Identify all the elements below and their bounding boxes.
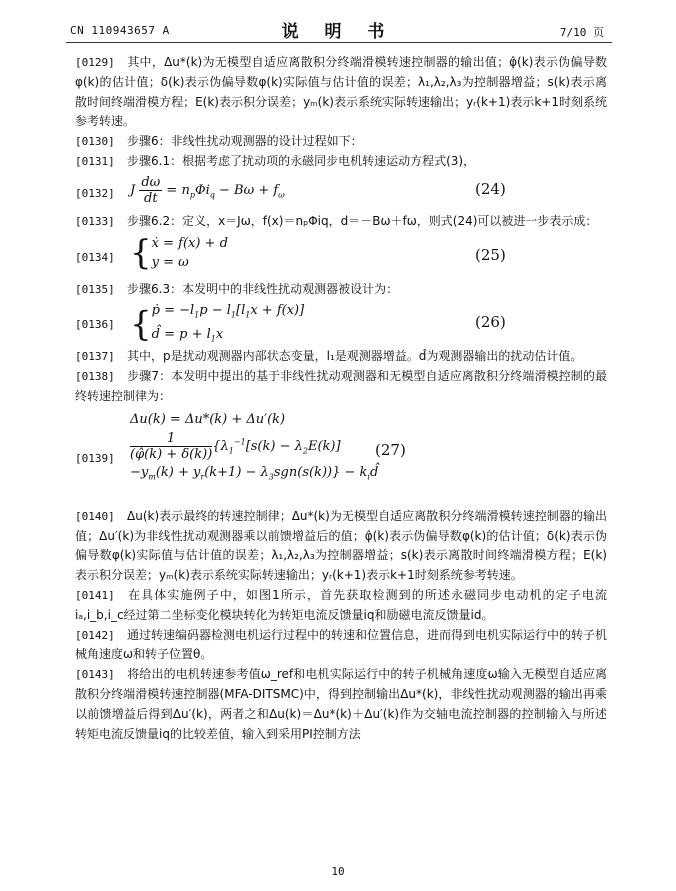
equation-24: [0132] J $\frac{d\omega}{dt}$ = $n_p\Phi i_q - B\omega + f_\omega$ (24)	[75, 174, 506, 206]
equation-25: [0134] {ẋ = f(x) + d y = ω (25)	[75, 232, 506, 273]
paragraph-0130: [0130] 步骤6：非线性扰动观测器的设计过程如下：	[75, 134, 363, 149]
paragraph-0131: [0131] 步骤6.1：根据考虑了扰动项的永磁同步电机转速运动方程式(3)，	[75, 153, 476, 168]
document-title: 说 明 书	[281, 22, 395, 42]
page-info: 7/10 页	[559, 26, 604, 39]
page-header	[0, 0, 676, 40]
page-number: 10	[331, 865, 345, 878]
paragraph-0133: [0133] 步骤6.2：定义，x＝Jω，f(x)＝nₚΦiq，d＝－Bω＋fω，则式(24)可以被进一步表示成：	[75, 213, 598, 228]
paragraph-0129: [0129] 其中，Δu*(k)为无模型自适应离散积分终端滑模转速控制器的输出值；φ̂(k)表示伪偏导数φ(k)的估计值；δ(k)表示伪偏导数φ(k)实际值与估计值的误差；λ₁,λ₂,λ₃为控制器增益；s(k)表示离散时间终端滑模方程；E(k)表示积分误差；yₘ(k)表示系统实际转速输出；yᵣ(k+1)表示k+1时刻系统参考转速。	[75, 55, 607, 129]
equation-26: [0136] {ṗ = $-l_1p - l_1[l_1x + f(x)]$ d̂ = $p + l_1x$ (26)	[75, 303, 506, 345]
paragraph-0142: [0142] 通过转速编码器检测电机运行过程中的转速和位置信息，进而得到电机实际运行中的转子机械角速度ω和转子位置θ。	[75, 627, 608, 662]
paragraph-0140: [0140] Δu(k)表示最终的转速控制律；Δu*(k)为无模型自适应离散积分终端滑模转速控制器的输出值；Δu′(k)为非线性扰动观测器乘以前馈增益后的值；φ̂(k)表示伪偏导数φ(k)的估计值；δ(k)表示伪偏导数φ(k)实际值与估计值的误差；λ₁,λ₂,λ₃为控制器增益；s(k)表示离散时间终端滑模方程；E(k)表示积分误差；yₘ(k)表示系统实际转速输出；yᵣ(k+1)表示k+1时刻系统参考转速。	[75, 508, 607, 583]
document-body	[75, 53, 607, 744]
paragraph-0138: [0138] 步骤7：本发明中提出的基于非线性扰动观测器和无模型自适应离散积分终端滑模控制的最终转速控制律为：	[75, 369, 607, 403]
paragraph-0141: [0141] 在具体实施例子中，如图1所示，首先获取检测到的所述永磁同步电动机的定子电流iₐ,i_b,i_c经过第二坐标变化模块转化为转矩电流反馈量iq和励磁电流反馈量id。	[75, 587, 607, 622]
paragraph-0135: [0135] 步骤6.3：本发明中的非线性扰动观测器被设计为：	[75, 281, 399, 296]
paragraph-0137: [0137] 其中，p是扰动观测器内部状态变量，l₁是观测器增益。d̂为观测器输出的扰动估计值。	[75, 349, 583, 364]
header-rule	[66, 42, 612, 43]
patent-number: CN 110943657 A	[70, 24, 170, 37]
equation-27: [0139] Δu(k) = Δu*(k) + Δu′(k) $\frac{1}{(\varphî(k) + \delta(k))}$ {$\lambda_1^{-1}[s(k) - \lambda_2E(k)]$ $-y_m(k) + y_r(k+1) - \lambda_3sgn(s(k))$} − $k_id̂$ (27)	[75, 411, 406, 482]
paragraph-0143: [0143] 将给出的电机转速参考值ω_ref和电机实际运行中的转子机械角速度ω输入无模型自适应离散积分终端滑模转速控制器(MFA-DITSMC)中，得到控制输出Δu*(k)，非线性扰动观测器的输出再乘以前馈增益后得到Δu′(k)，两者之和Δu(k)＝Δu*(k)＋Δu′(k)作为交轴电流控制器的控制输入与所述转矩电流反馈量iq的比较差值，输入到采用PI控制方法	[75, 667, 607, 741]
